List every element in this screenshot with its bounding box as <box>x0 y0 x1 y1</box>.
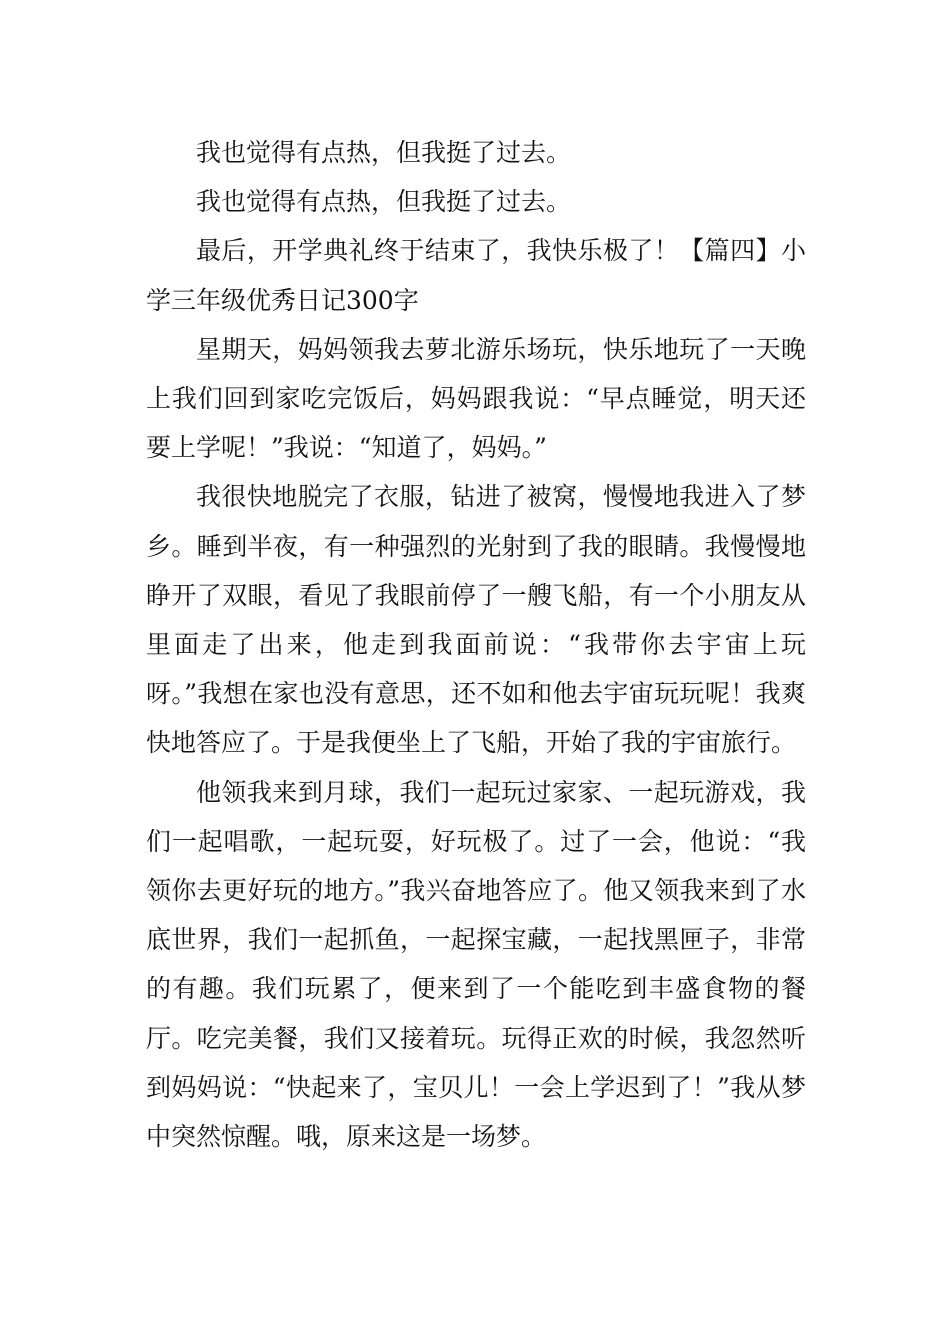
paragraph: 我很快地脱完了衣服，钻进了被窝，慢慢地我进入了梦乡。睡到半夜，有一种强烈的光射到了我的眼睛。我慢慢地睁开了双眼，看见了我眼前停了一艘飞船，有一个小朋友从里面走了出来，他走到我面前说：“我带你去宇宙上玩呀。”我想在家也没有意思，还不如和他去宇宙玩玩呢！我爽快地答应了。于是我便坐上了飞船，开始了我的宇宙旅行。 <box>146 482 806 758</box>
document-body <box>146 128 806 1161</box>
paragraph: 我也觉得有点热，但我挺了过去。 <box>196 187 572 217</box>
paragraph: 最后，开学典礼终于结束了，我快乐极了！【篇四】小学三年级优秀日记300字 <box>146 236 806 315</box>
paragraph: 星期天，妈妈领我去萝北游乐场玩，快乐地玩了一天晚上我们回到家吃完饭后，妈妈跟我说：“早点睡觉，明天还要上学呢！”我说：“知道了，妈妈。” <box>146 334 806 463</box>
paragraph: 我也觉得有点热，但我挺了过去。 <box>196 138 572 167</box>
paragraph: 他领我来到月球，我们一起玩过家家、一起玩游戏，我们一起唱歌，一起玩耍，好玩极了。过了一会，他说：“我领你去更好玩的地方。”我兴奋地答应了。他又领我来到了水底世界，我们一起抓鱼，一起探宝藏，一起找黑匣子，非常的有趣。我们玩累了，便来到了一个能吃到丰盛食物的餐厅。吃完美餐，我们又接着玩。玩得正欢的时候，我忽然听到妈妈说：“快起来了，宝贝儿！一会上学迟到了！”我从梦中突然惊醒。哦，原来这是一场梦。 <box>146 777 806 1152</box>
